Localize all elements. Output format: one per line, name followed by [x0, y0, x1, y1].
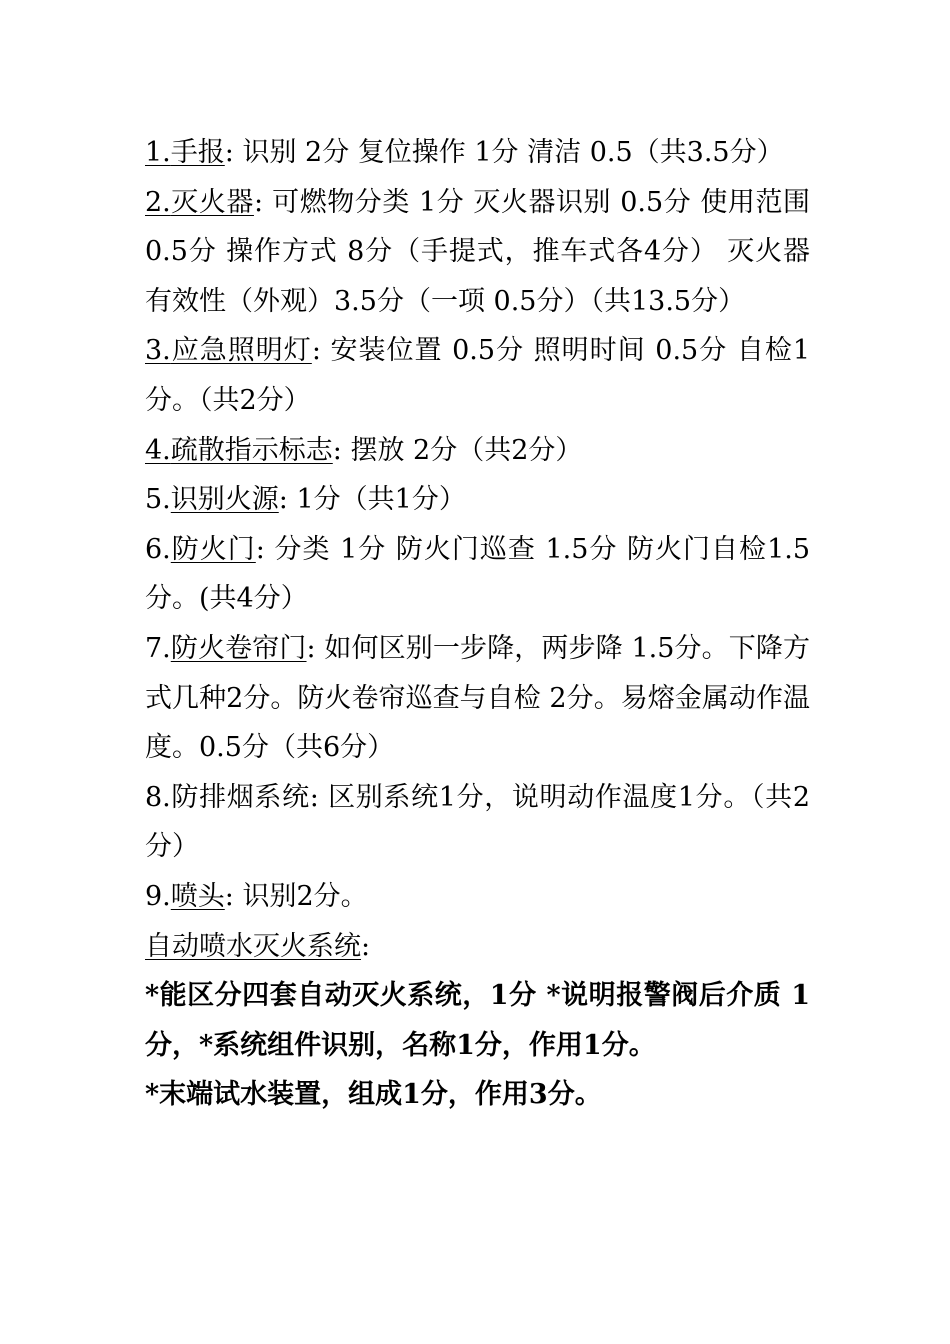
item-body: 1分（共1分）	[287, 484, 466, 516]
item-fire-source	[145, 475, 810, 525]
item-number: 2.	[145, 186, 171, 218]
item-title: 喷头	[170, 880, 225, 912]
item-separator: :	[311, 335, 321, 367]
item-body: 摆放 2分（共2分）	[341, 434, 583, 466]
section-heading: 自动喷水灭火系统	[145, 930, 361, 962]
item-number: 1.	[145, 137, 171, 168]
item-fire-door	[145, 525, 810, 624]
item-title: 识别火源	[170, 484, 279, 516]
item-separator: :	[224, 880, 234, 912]
sprinkler-line: *能区分四套自动灭火系统，1分 *说明报警阀后介质 1分，*系统组件识别，名称1分，作用1分。	[145, 980, 810, 1061]
heading-separator: :	[361, 930, 371, 962]
item-separator: :	[332, 434, 342, 466]
item-number: 3.	[145, 335, 171, 367]
item-body: 识别 2分 复位操作 1分 清洁 0.5（共3.5分）	[233, 137, 784, 168]
item-extinguisher	[145, 178, 810, 327]
item-number: 4.	[145, 434, 171, 466]
scoring-list	[145, 128, 810, 1120]
item-smoke-control	[145, 773, 810, 872]
item-separator: :	[309, 781, 319, 813]
item-title: 防火门	[170, 533, 256, 565]
sprinkler-line: *末端试水装置，组成1分，作用3分。	[145, 1079, 602, 1111]
item-title: 疏散指示标志	[170, 434, 333, 466]
item-separator: :	[255, 533, 265, 565]
item-body: 区别系统1分，说明动作温度1分。（共2分）	[145, 781, 811, 863]
item-fire-shutter	[145, 624, 810, 773]
item-title: 防火卷帘门	[170, 632, 307, 664]
item-separator: :	[253, 186, 264, 218]
item-number: 6.	[145, 533, 171, 565]
item-body: 如何区别一步降，两步降 1.5分。下降方式几种2分。防火卷帘巡查与自检 2分。易熔金属动作温度。0.5分（共6分）	[145, 632, 811, 764]
item-sprinkler-head	[145, 872, 810, 922]
item-body: 可燃物分类 1分 灭火器识别 0.5分 使用范围 0.5分 操作方式 8分（手提式，推车式各4分） 灭火器有效性（外观）3.5分（一项 0.5分）（共13.5分）	[145, 186, 811, 317]
item-emergency-light	[145, 326, 810, 425]
sprinkler-system-heading	[145, 922, 810, 972]
item-evacuation-sign	[145, 426, 810, 476]
item-number: 5.	[145, 484, 171, 516]
item-manual-alarm	[145, 128, 810, 178]
item-number: 7.	[145, 632, 171, 664]
item-body: 安装位置 0.5分 照明时间 0.5分 自检1分。（共2分）	[145, 335, 811, 416]
item-title: 防排烟系统	[170, 781, 310, 813]
item-body: 分类 1分 防火门巡查 1.5分 防火门自检1.5分。(共4分）	[145, 533, 811, 615]
item-number: 9.	[145, 880, 171, 912]
item-body: 识别2分。	[233, 880, 368, 912]
item-separator: :	[224, 137, 234, 168]
item-title: 灭火器	[170, 186, 254, 218]
item-number: 8.	[145, 781, 171, 813]
item-title: 应急照明灯	[170, 335, 312, 367]
item-separator: :	[306, 632, 316, 664]
item-title: 手报	[170, 137, 225, 168]
item-separator: :	[278, 484, 288, 516]
